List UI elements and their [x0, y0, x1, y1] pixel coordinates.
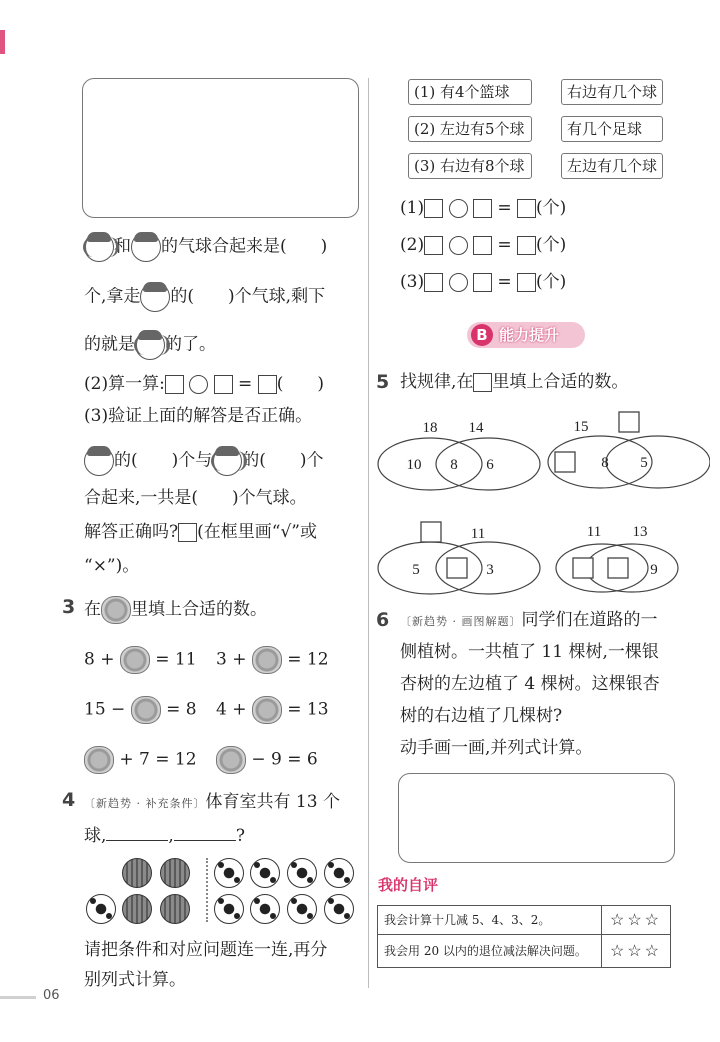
q6-tag: 〔新趋势 · 画图解题〕	[400, 615, 522, 628]
answer-square[interactable]	[165, 375, 184, 394]
answer-blank[interactable]	[106, 824, 168, 841]
answer-square[interactable]	[424, 273, 443, 292]
venn3-right: 3	[486, 562, 494, 578]
eval-text: 我会计算十几减 5、4、3、2。	[378, 906, 602, 935]
flower-blank[interactable]	[216, 746, 246, 774]
q6-line3: 杏树的左边植了 4 棵树。这棵银杏	[400, 674, 660, 694]
q3-eq-1: 8 + = 11	[84, 646, 197, 674]
question-3[interactable]: 左边有几个球	[561, 153, 663, 179]
answer-square[interactable]	[214, 375, 233, 394]
soccer-ball-icon	[324, 858, 354, 888]
badge-letter: B	[471, 324, 493, 346]
square-icon	[473, 373, 492, 392]
venn2-blank	[555, 452, 575, 472]
soccer-ball-icon	[86, 894, 116, 924]
condition-1[interactable]: (1) 有4个篮球	[408, 79, 532, 105]
soccer-ball-icon	[250, 858, 280, 888]
operator-circle[interactable]	[189, 375, 208, 394]
page-number: 06	[43, 988, 60, 1003]
q2-verify-line4: “×”)。	[84, 556, 140, 576]
flower-blank[interactable]	[252, 696, 282, 724]
answer-square[interactable]	[517, 273, 536, 292]
q2-line1: 和 的气球合起来是( )	[84, 232, 327, 262]
q6-line2: 侧植树。一共植了 11 棵树,一棵银	[400, 642, 659, 662]
venn1-left-ellipse	[378, 438, 482, 490]
equation-row-3: (3) = (个)	[400, 272, 567, 292]
q4-line2: 球, , ?	[84, 826, 245, 846]
operator-circle[interactable]	[449, 199, 468, 218]
venn4-top-right: 13	[632, 524, 648, 540]
q4-instruction-1: 请把条件和对应问题连一连,再分	[84, 940, 328, 960]
basketball-icon	[122, 858, 152, 888]
q3-eq-4: 4 + = 13	[216, 696, 329, 724]
column-divider	[368, 78, 369, 988]
answer-square[interactable]	[424, 236, 443, 255]
q2-calc: (2)算一算: = ( )	[84, 374, 324, 394]
question-1[interactable]: 右边有几个球	[561, 79, 663, 105]
q5-number: 5	[376, 371, 390, 393]
venn-diagrams	[370, 404, 710, 604]
venn2-right-ellipse	[606, 436, 710, 488]
q3-eq-3: 15 − = 8	[84, 696, 197, 724]
answer-square[interactable]	[258, 375, 277, 394]
venn2-top-left: 15	[573, 419, 589, 435]
basketball-icon	[122, 894, 152, 924]
venn4-blank	[573, 558, 593, 578]
q2-verify-line3: 解答正确吗? (在框里画“√”或	[84, 522, 317, 542]
q2-verify-line1: 的( )个与 的( )个	[84, 446, 324, 476]
page-edge-tab	[0, 30, 5, 54]
self-eval-title: 我的自评	[378, 876, 439, 894]
boy-face-icon	[84, 446, 114, 476]
flower-blank[interactable]	[84, 746, 114, 774]
venn1-left: 10	[406, 457, 422, 473]
section-badge	[467, 322, 585, 348]
basketball-icon	[160, 858, 190, 888]
boy-face-icon	[131, 232, 161, 262]
girl-face-icon	[135, 330, 165, 360]
q2-line3: 的就是 的了。	[84, 330, 216, 360]
venn1-top-left: 18	[422, 420, 438, 436]
venn2-blank	[619, 412, 639, 432]
q6-number: 6	[376, 609, 390, 631]
equation-row-1: (1) = (个)	[400, 198, 567, 218]
check-square[interactable]	[178, 523, 197, 542]
answer-blank[interactable]	[174, 824, 236, 841]
basketball-icon	[160, 894, 190, 924]
self-eval-table	[377, 905, 671, 968]
soccer-ball-icon	[287, 858, 317, 888]
badge-text: 能力提升	[499, 326, 560, 344]
q3-eq-6: − 9 = 6	[216, 746, 318, 774]
q6-line4: 树的右边植了几棵树?	[400, 706, 563, 726]
q3-number: 3	[62, 596, 76, 618]
condition-2[interactable]: (2) 左边有5个球	[408, 116, 532, 142]
q5-prompt: 找规律,在 里填上合适的数。	[400, 372, 629, 392]
soccer-ball-icon	[250, 894, 280, 924]
girl-face-icon	[84, 232, 114, 262]
q3-eq-5: + 7 = 12	[84, 746, 197, 774]
soccer-ball-icon	[214, 858, 244, 888]
q3-prompt: 在 里填上合适的数。	[84, 596, 267, 624]
q4-tag: 〔新趋势 · 补充条件〕	[84, 797, 206, 810]
venn4-right-ellipse	[586, 544, 678, 592]
girl-face-icon	[212, 446, 242, 476]
rating-stars[interactable]: ☆☆☆	[602, 935, 671, 968]
q3-eq-2: 3 + = 12	[216, 646, 329, 674]
q6-line1: 〔新趋势 · 画图解题〕同学们在道路的一	[400, 610, 658, 630]
flower-icon	[101, 596, 131, 624]
q2-verify: (3)验证上面的解答是否正确。	[84, 406, 313, 426]
boy-face-icon	[140, 282, 170, 312]
question-2[interactable]: 有几个足球	[561, 116, 663, 142]
venn4-right: 9	[650, 562, 658, 578]
answer-square[interactable]	[473, 273, 492, 292]
table-row	[378, 935, 671, 968]
answer-square[interactable]	[517, 199, 536, 218]
q4-header: 〔新趋势 · 补充条件〕体育室共有 13 个	[84, 792, 340, 812]
answer-square[interactable]	[424, 199, 443, 218]
venn2-right: 5	[640, 455, 648, 471]
dotted-separator	[206, 858, 208, 922]
venn4-left-ellipse	[556, 544, 648, 592]
venn1-middle: 8	[450, 457, 458, 473]
venn1-top-right: 14	[468, 420, 484, 436]
answer-square[interactable]	[473, 236, 492, 255]
soccer-ball-icon	[214, 894, 244, 924]
answer-box-drawing[interactable]	[82, 78, 359, 218]
table-row	[378, 906, 671, 935]
q2-verify-line2: 合起来,一共是( )个气球。	[84, 488, 307, 508]
soccer-ball-icon	[287, 894, 317, 924]
venn4-blank	[608, 558, 628, 578]
answer-square[interactable]	[517, 236, 536, 255]
equation-row-2: (2) = (个)	[400, 235, 567, 255]
eval-text: 我会用 20 以内的退位减法解决问题。	[378, 935, 602, 968]
operator-circle[interactable]	[449, 236, 468, 255]
condition-3[interactable]: (3) 右边有8个球	[408, 153, 532, 179]
answer-box-q6[interactable]	[398, 773, 675, 863]
q6-line5: 动手画一画,并列式计算。	[400, 738, 593, 758]
venn1-right: 6	[486, 457, 494, 473]
venn3-blank	[421, 522, 441, 542]
q4-number: 4	[62, 789, 76, 811]
q2-line2: 个,拿走 的( )个气球,剩下	[84, 282, 325, 312]
rating-stars[interactable]: ☆☆☆	[602, 906, 671, 935]
page-number-bar	[0, 996, 36, 999]
q4-instruction-2: 别列式计算。	[84, 970, 186, 990]
flower-blank[interactable]	[252, 646, 282, 674]
venn4-top-left: 11	[586, 524, 602, 540]
operator-circle[interactable]	[449, 273, 468, 292]
venn3-top-right: 11	[470, 526, 486, 542]
flower-blank[interactable]	[131, 696, 161, 724]
venn2-middle: 8	[601, 455, 609, 471]
answer-square[interactable]	[473, 199, 492, 218]
venn3-left: 5	[412, 562, 420, 578]
venn3-blank	[447, 558, 467, 578]
flower-blank[interactable]	[120, 646, 150, 674]
soccer-ball-icon	[324, 894, 354, 924]
